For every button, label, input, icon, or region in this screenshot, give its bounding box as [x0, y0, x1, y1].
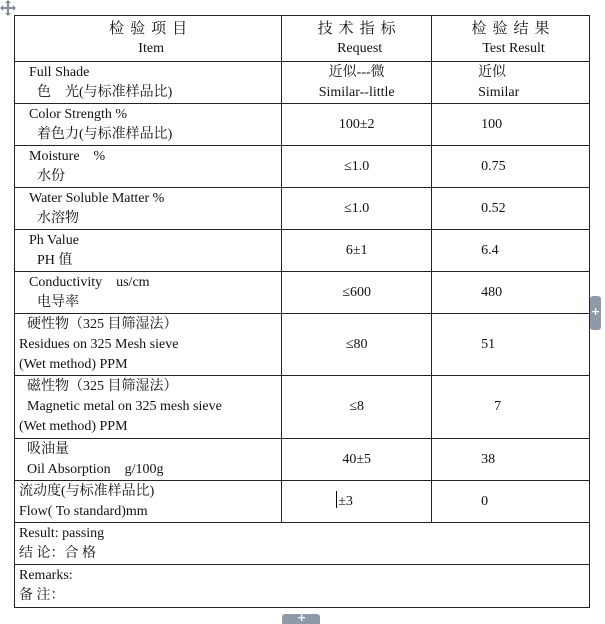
item-name-en: Conductivity us/cm — [29, 274, 150, 290]
result-row — [15, 523, 590, 565]
header-result-cn: 检验结果 — [471, 20, 556, 37]
item-name-cn: 电导率 — [37, 294, 79, 310]
table-row — [15, 439, 590, 481]
item-name-method: (Wet method) PPM — [19, 419, 128, 434]
item-name-cn: 水溶物 — [37, 210, 79, 226]
header-request-cell[interactable] — [282, 16, 432, 62]
item-name-method: (Wet method) PPM — [19, 356, 128, 372]
item-name-cn: 色 光(与标准样品比) — [37, 84, 173, 100]
item-name-en: Oil Absorption g/100g — [27, 461, 164, 477]
request-cell[interactable]: 40±5 — [282, 439, 432, 481]
request-value: 近似---微 — [328, 64, 385, 80]
table-row — [15, 104, 590, 146]
result-cell[interactable]: 0.52 — [432, 188, 590, 230]
table-row — [15, 230, 590, 272]
result-cell[interactable]: 7 — [432, 376, 590, 439]
header-request-en: Request — [337, 40, 383, 56]
item-name-cn: 硬性物（325 目筛湿法） — [27, 316, 178, 332]
remarks-en: Remarks: — [19, 568, 73, 583]
result-cell[interactable]: 38 — [432, 439, 590, 481]
table-row — [15, 146, 590, 188]
remarks-row — [15, 565, 590, 608]
request-cell[interactable]: ≤8 — [282, 376, 432, 439]
request-value-en: Similar--little — [318, 84, 395, 100]
result-cell[interactable]: 0.75 — [432, 146, 590, 188]
header-request-cn: 技术指标 — [317, 20, 402, 37]
request-cell[interactable]: 100±2 — [282, 104, 432, 146]
header-item-en: Item — [138, 40, 164, 56]
request-cell[interactable]: ≤1.0 — [282, 146, 432, 188]
item-cell[interactable] — [15, 146, 282, 188]
item-cell[interactable] — [15, 481, 282, 523]
item-name-en: Magnetic metal on 325 mesh sieve — [27, 399, 222, 414]
header-row — [15, 16, 590, 62]
table-row — [15, 376, 590, 439]
item-name-en: Water Soluble Matter % — [29, 190, 165, 206]
item-name-en: Moisture % — [29, 148, 106, 164]
result-cell[interactable]: 100 — [432, 104, 590, 146]
item-cell[interactable] — [15, 376, 282, 439]
request-cell[interactable] — [282, 62, 432, 104]
item-name-cn: 着色力(与标准样品比) — [37, 126, 173, 142]
add-column-icon[interactable]: + — [590, 296, 601, 330]
request-cell[interactable]: ≤80 — [282, 314, 432, 376]
table-row — [15, 62, 590, 104]
result-value-en: Similar — [478, 84, 520, 100]
item-name-cn: 磁性物（325 目筛湿法） — [27, 379, 178, 394]
item-cell[interactable] — [15, 314, 282, 376]
result-cell[interactable]: 480 — [432, 272, 590, 314]
item-cell[interactable] — [15, 104, 282, 146]
request-cell[interactable]: ≤1.0 — [282, 188, 432, 230]
result-cell[interactable]: 6.4 — [432, 230, 590, 272]
item-cell[interactable] — [15, 439, 282, 481]
item-name-cn: 吸油量 — [27, 441, 69, 457]
table-move-handle-icon[interactable] — [0, 0, 16, 16]
header-item-cell[interactable] — [15, 16, 282, 62]
item-name-en: Ph Value — [29, 232, 79, 248]
inspection-table — [14, 15, 590, 608]
table-row — [15, 481, 590, 523]
result-cell[interactable] — [432, 62, 590, 104]
request-cell[interactable] — [282, 481, 432, 523]
item-cell[interactable] — [15, 230, 282, 272]
result-cell[interactable]: 0 — [432, 481, 590, 523]
table-row — [15, 314, 590, 376]
add-row-icon[interactable]: + — [282, 614, 320, 624]
result-cell[interactable]: 51 — [432, 314, 590, 376]
item-name-cn: PH 值 — [37, 252, 73, 268]
result-summary-cell[interactable] — [15, 523, 590, 565]
result-summary-en: Result: passing — [19, 525, 105, 541]
remarks-cn: 备 注： — [19, 588, 65, 603]
request-cell[interactable]: 6±1 — [282, 230, 432, 272]
header-result-cell[interactable] — [432, 16, 590, 62]
remarks-cell[interactable] — [15, 565, 590, 608]
item-name-en: Residues on 325 Mesh sieve — [19, 336, 179, 352]
header-item-cn: 检验项目 — [109, 20, 194, 37]
request-value: ±3 — [338, 494, 353, 509]
item-cell[interactable] — [15, 188, 282, 230]
item-name-cn: 水份 — [37, 168, 65, 184]
header-result-en: Test Result — [482, 40, 545, 56]
table-row — [15, 188, 590, 230]
item-name-en: Flow( To standard)mm — [19, 503, 148, 519]
item-cell[interactable] — [15, 272, 282, 314]
result-value: 近似 — [478, 64, 507, 80]
item-cell[interactable] — [15, 62, 282, 104]
item-name-en: Full Shade — [29, 64, 90, 80]
request-cell[interactable]: ≤600 — [282, 272, 432, 314]
item-name-en: Color Strength % — [29, 106, 127, 122]
result-summary-cn: 结 论：合 格 — [19, 545, 96, 561]
item-name-cn: 流动度(与标准样品比) — [19, 483, 155, 499]
table-row — [15, 272, 590, 314]
